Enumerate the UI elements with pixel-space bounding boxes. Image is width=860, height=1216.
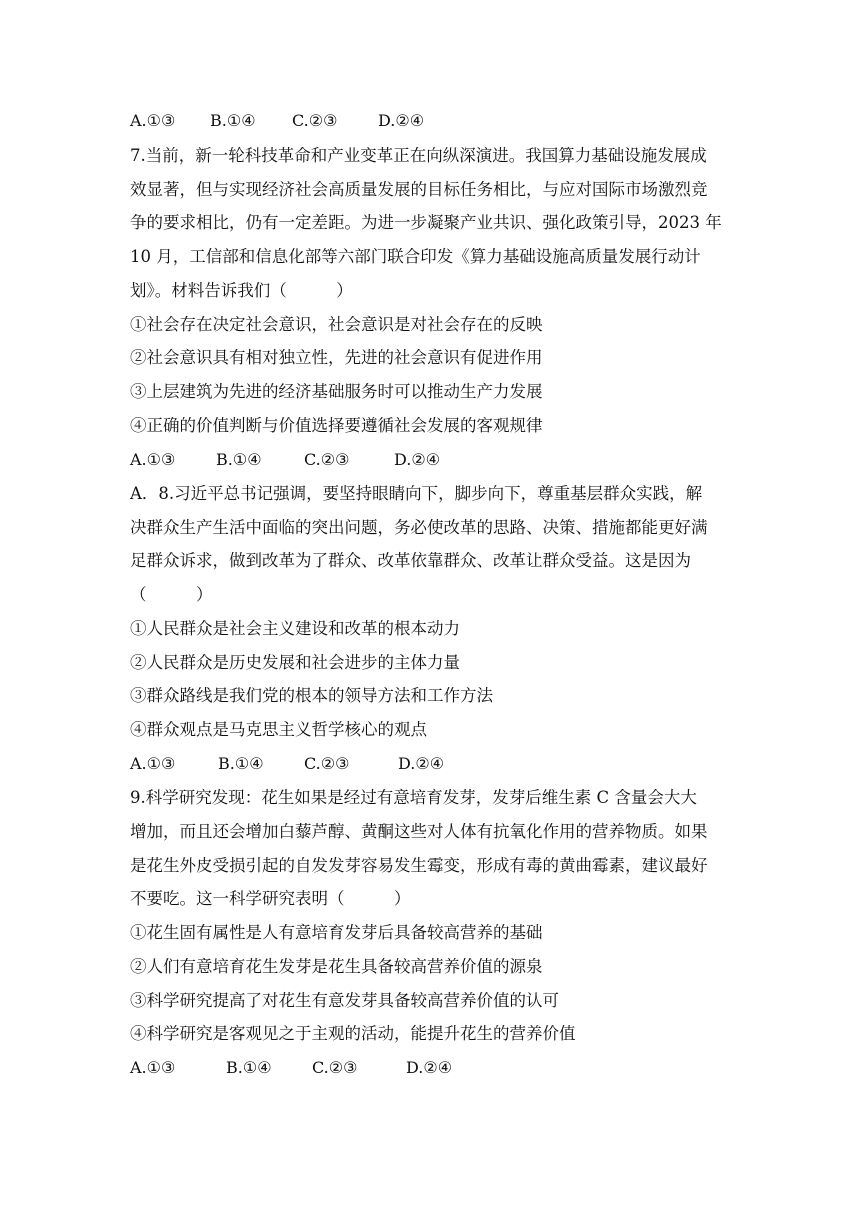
q8-stem-line-3: 足群众诉求，做到改革为了群众、改革依靠群众、改革让群众受益。这是因为 — [130, 551, 691, 570]
q8-option-c: C.②③ — [304, 754, 350, 773]
q8-stem-line-2: 决群众生产生活中面临的突出问题，务必使改革的思路、决策、措施都能更好满 — [130, 518, 708, 537]
q7-stem-line-3: 争的要求相比，仍有一定差距。为进一步凝聚产业共识、强化政策引导，2023 年 — [130, 213, 722, 232]
q7-option-c: C.②③ — [304, 450, 350, 469]
q8-statement-4: ④群众观点是马克思主义哲学核心的观点 — [130, 720, 427, 739]
q8-stem-line-4: （ ） — [130, 585, 213, 604]
q9-option-a: A.①③ — [130, 1058, 176, 1077]
q7-statement-1: ①社会存在决定社会意识，社会意识是对社会存在的反映 — [130, 315, 543, 334]
q8-statement-2: ②人民群众是历史发展和社会进步的主体力量 — [130, 653, 460, 672]
q9-option-c: C.②③ — [312, 1058, 358, 1077]
q6-options — [130, 110, 424, 132]
q8-option-b: B.①④ — [218, 754, 264, 773]
q9-stem-line-2: 增加，而且还会增加白藜芦醇、黄酮这些对人体有抗氧化作用的营养物质。如果 — [130, 822, 708, 841]
q8-option-a: A.①③ — [130, 754, 176, 773]
q8-statement-1: ①人民群众是社会主义建设和改革的根本动力 — [130, 619, 460, 638]
q9-options — [130, 1057, 452, 1079]
q7-option-d: D.②④ — [394, 450, 441, 469]
q9-option-b: B.①④ — [226, 1058, 272, 1077]
q8-option-d: D.②④ — [398, 754, 445, 773]
q9-option-d: D.②④ — [406, 1058, 453, 1077]
q7-stem-line-5: 划》。材料告诉我们（ ） — [130, 281, 353, 300]
q9-statement-2: ②人们有意培育花生发芽是花生具备较高营养价值的源泉 — [130, 957, 543, 976]
q6-option-d: D.②④ — [378, 111, 425, 130]
q6-option-b: B.①④ — [210, 111, 256, 130]
q9-stem-line-3: 是花生外皮受损引起的自发发芽容易发生霉变，形成有毒的黄曲霉素，建议最好 — [130, 856, 708, 875]
q8-stem-line-1: A．8.习近平总书记强调，要坚持眼睛向下，脚步向下，尊重基层群众实践，解 — [130, 484, 703, 503]
q7-stem-line-2: 效显著，但与实现经济社会高质量发展的目标任务相比，与应对国际市场激烈竞 — [130, 180, 708, 199]
q9-statement-4: ④科学研究是客观见之于主观的活动，能提升花生的营养价值 — [130, 1024, 576, 1043]
q7-option-a: A.①③ — [130, 450, 176, 469]
q7-options — [130, 449, 440, 471]
q7-statement-3: ③上层建筑为先进的经济基础服务时可以推动生产力发展 — [130, 382, 543, 401]
q7-statement-4: ④正确的价值判断与价值选择要遵循社会发展的客观规律 — [130, 416, 543, 435]
q9-statement-3: ③科学研究提高了对花生有意发芽具备较高营养价值的认可 — [130, 991, 559, 1010]
q6-option-a: A.①③ — [130, 111, 176, 130]
q9-stem-line-4: 不要吃。这一科学研究表明（ ） — [130, 889, 411, 908]
q8-statement-3: ③群众路线是我们党的根本的领导方法和工作方法 — [130, 686, 493, 705]
q7-statement-2: ②社会意识具有相对独立性，先进的社会意识有促进作用 — [130, 348, 543, 367]
q7-stem-line-4: 10 月，工信部和信息化部等六部门联合印发《算力基础设施高质量发展行动计 — [130, 247, 701, 266]
q9-statement-1: ①花生固有属性是人有意培育发芽后具备较高营养的基础 — [130, 923, 543, 942]
q7-option-b: B.①④ — [216, 450, 262, 469]
q8-options — [130, 753, 444, 775]
q7-stem-line-1: 7.当前，新一轮科技革命和产业变革正在向纵深演进。我国算力基础设施发展成 — [130, 146, 707, 165]
q6-option-c: C.②③ — [292, 111, 338, 130]
q9-stem-line-1: 9.科学研究发现：花生如果是经过有意培育发芽，发芽后维生素 C 含量会大大 — [130, 788, 697, 807]
